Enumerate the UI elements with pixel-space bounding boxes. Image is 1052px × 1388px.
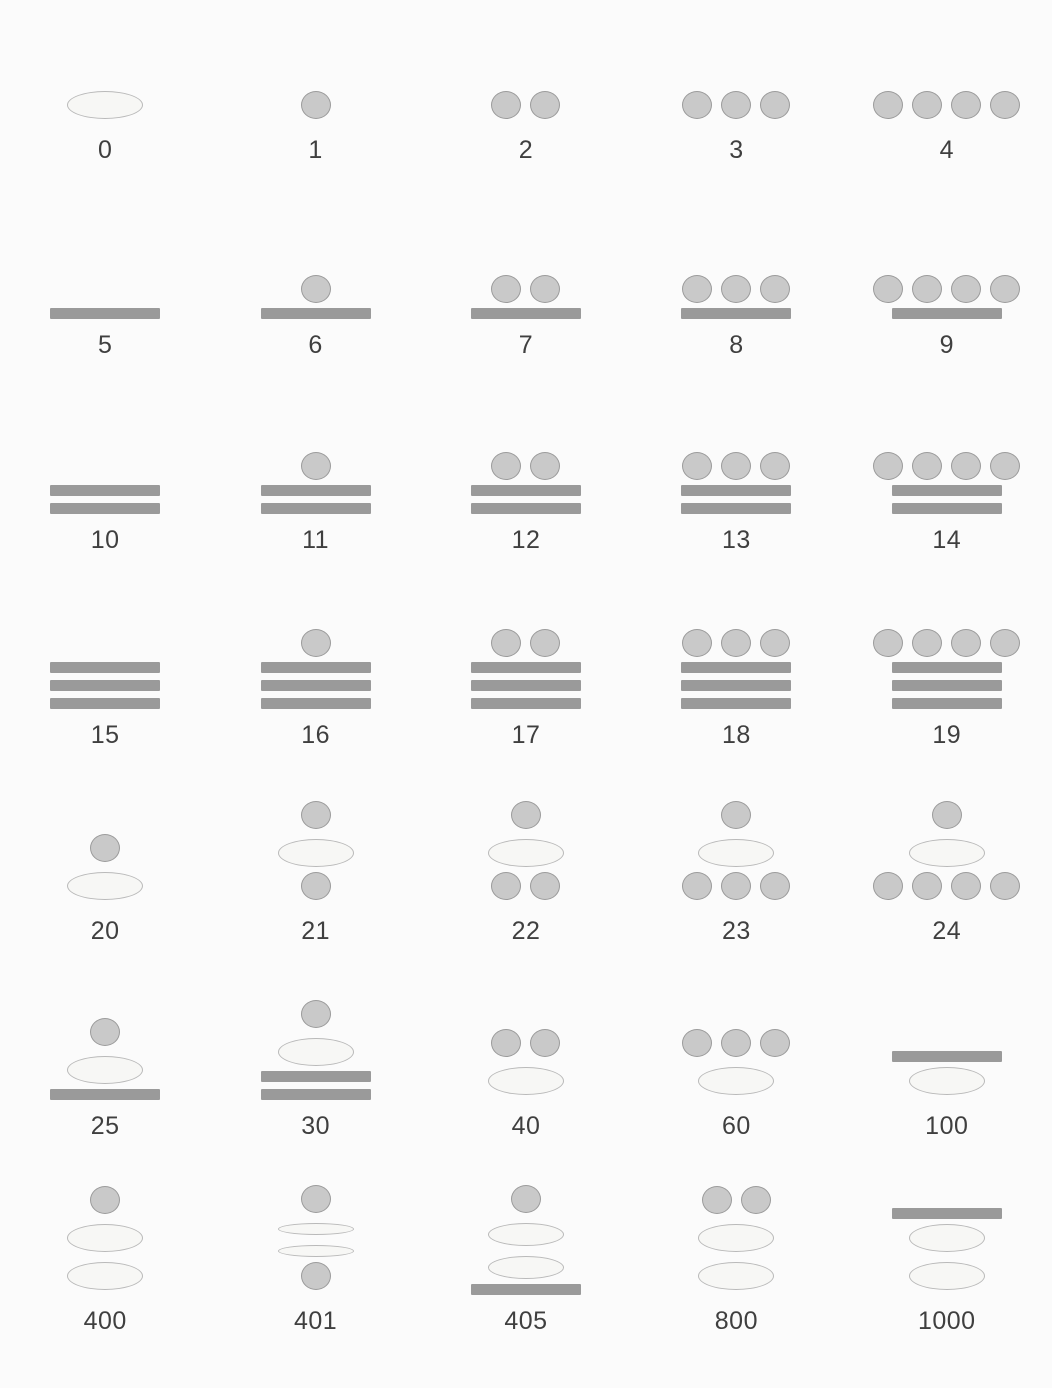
dot-icon	[491, 452, 521, 480]
numeral-label: 16	[301, 721, 330, 750]
dot-icon	[301, 872, 331, 900]
dot-icon	[760, 275, 790, 303]
dot-icon	[301, 452, 331, 480]
numeral-label: 1	[308, 136, 323, 164]
dot-icon	[301, 1262, 331, 1290]
dot-icon	[760, 872, 790, 900]
dot-icon	[530, 1029, 560, 1057]
bar-icon	[471, 503, 581, 514]
bar-icon	[50, 485, 160, 496]
dot-icon	[491, 91, 521, 119]
dot-row	[873, 275, 1020, 303]
numeral-cell	[842, 394, 1052, 589]
numeral-glyph	[681, 209, 791, 321]
bar-icon	[471, 698, 581, 709]
numeral-label: 60	[721, 1111, 751, 1140]
numeral-glyph	[873, 14, 1020, 126]
dot-icon	[932, 801, 962, 829]
shell-icon	[278, 1245, 354, 1257]
dot-icon	[301, 1000, 331, 1028]
numeral-cell	[0, 394, 210, 589]
numeral-label: 20	[90, 916, 120, 945]
dot-icon	[951, 452, 981, 480]
bar-icon	[471, 485, 581, 496]
numeral-cell	[210, 980, 420, 1175]
dot-icon	[530, 91, 560, 119]
shell-icon	[278, 1038, 354, 1066]
bar-icon	[681, 485, 791, 496]
bar-icon	[261, 308, 371, 319]
dot-row	[873, 872, 1020, 900]
dot-row	[491, 91, 560, 119]
dot-icon	[682, 91, 712, 119]
numeral-glyph	[301, 14, 331, 126]
numeral-cell	[631, 1175, 841, 1370]
dot-icon	[760, 629, 790, 657]
numeral-glyph	[471, 599, 581, 711]
numeral-glyph	[682, 990, 790, 1102]
numeral-label: 400	[83, 1306, 127, 1335]
dot-row	[682, 452, 790, 480]
dot-icon	[721, 275, 751, 303]
shell-icon	[909, 1224, 985, 1252]
dot-icon	[682, 275, 712, 303]
numeral-cell	[421, 199, 631, 394]
dot-icon	[990, 91, 1020, 119]
numeral-label: 14	[932, 526, 962, 555]
dot-row	[491, 452, 560, 480]
dot-icon	[682, 872, 712, 900]
numeral-glyph	[278, 1185, 354, 1297]
shell-icon	[698, 1067, 774, 1095]
numeral-cell	[421, 980, 631, 1175]
numeral-cell	[210, 199, 420, 394]
dot-icon	[301, 801, 331, 829]
numeral-glyph	[471, 1185, 581, 1297]
dot-icon	[702, 1186, 732, 1214]
bar-icon	[50, 680, 160, 691]
shell-icon	[278, 839, 354, 867]
bar-icon	[261, 680, 371, 691]
bar-stack	[261, 308, 371, 319]
bar-icon	[50, 503, 160, 514]
shell-icon	[909, 839, 985, 867]
dot-icon	[990, 452, 1020, 480]
dot-icon	[760, 91, 790, 119]
bar-stack	[892, 485, 1002, 514]
shell-icon	[488, 1067, 564, 1095]
dot-icon	[511, 1185, 541, 1213]
bar-stack	[50, 662, 160, 709]
shell-icon	[909, 1067, 985, 1095]
numeral-cell	[0, 199, 210, 394]
shell-icon	[278, 1223, 354, 1235]
bar-icon	[471, 662, 581, 673]
bar-icon	[471, 1284, 581, 1295]
dot-icon	[90, 834, 120, 862]
numeral-label: 25	[90, 1111, 120, 1140]
bar-stack	[892, 1208, 1002, 1219]
dot-icon	[530, 275, 560, 303]
dot-row	[301, 1185, 331, 1213]
numeral-glyph	[873, 404, 1020, 516]
dot-icon	[912, 275, 942, 303]
bar-stack	[681, 308, 791, 319]
numeral-label: 19	[932, 721, 962, 750]
bar-stack	[50, 308, 160, 319]
numeral-cell	[631, 199, 841, 394]
dot-icon	[721, 872, 751, 900]
numeral-glyph	[67, 14, 143, 126]
bar-stack	[50, 485, 160, 514]
shell-icon	[67, 1262, 143, 1290]
numeral-glyph	[67, 795, 143, 907]
numeral-glyph	[698, 1185, 774, 1297]
bar-stack	[50, 1089, 160, 1100]
numeral-label: 401	[293, 1306, 338, 1335]
dot-icon	[301, 1185, 331, 1213]
numeral-cell	[210, 394, 420, 589]
bar-icon	[681, 662, 791, 673]
bar-icon	[892, 485, 1002, 496]
dot-icon	[912, 452, 942, 480]
bar-stack	[892, 308, 1002, 319]
dot-row	[301, 801, 331, 829]
numeral-glyph	[278, 795, 354, 907]
bar-icon	[892, 1051, 1002, 1062]
shell-icon	[488, 839, 564, 867]
dot-icon	[760, 1029, 790, 1057]
dot-icon	[301, 91, 331, 119]
bar-icon	[892, 503, 1002, 514]
dot-row	[301, 275, 331, 303]
shell-icon	[698, 1262, 774, 1290]
numeral-cell	[421, 1175, 631, 1370]
numeral-label: 800	[714, 1306, 758, 1335]
dot-icon	[90, 1186, 120, 1214]
numeral-cell	[631, 980, 841, 1175]
numeral-glyph	[50, 404, 160, 516]
bar-icon	[50, 662, 160, 673]
dot-icon	[990, 275, 1020, 303]
bar-stack	[892, 662, 1002, 709]
dot-icon	[491, 872, 521, 900]
dot-row	[491, 629, 560, 657]
dot-row	[873, 91, 1020, 119]
numeral-label: 5	[97, 331, 113, 360]
bar-icon	[261, 1071, 371, 1082]
dot-row	[301, 452, 331, 480]
numeral-label: 24	[932, 916, 962, 945]
dot-row	[301, 91, 331, 119]
numeral-label: 30	[301, 1111, 330, 1140]
dot-icon	[990, 629, 1020, 657]
dot-row	[682, 275, 790, 303]
dot-icon	[90, 1018, 120, 1046]
dot-icon	[682, 452, 712, 480]
numeral-label: 0	[97, 136, 113, 164]
numeral-cell	[421, 4, 631, 199]
bar-stack	[471, 308, 581, 319]
numeral-glyph	[471, 404, 581, 516]
bar-icon	[261, 485, 371, 496]
dot-icon	[873, 872, 903, 900]
dot-icon	[491, 1029, 521, 1057]
numeral-cell	[631, 589, 841, 784]
shell-icon	[67, 1056, 143, 1084]
dot-row	[90, 1186, 120, 1214]
bar-stack	[261, 662, 371, 709]
bar-icon	[261, 1089, 371, 1100]
dot-icon	[912, 872, 942, 900]
numeral-label: 9	[939, 331, 954, 360]
numeral-label: 15	[90, 721, 120, 750]
numeral-cell	[842, 1175, 1052, 1370]
bar-icon	[261, 698, 371, 709]
dot-row	[491, 1029, 560, 1057]
numeral-cell	[421, 589, 631, 784]
numeral-cell	[0, 4, 210, 199]
shell-icon	[909, 1262, 985, 1290]
numeral-label: 8	[729, 331, 744, 360]
bar-icon	[892, 1208, 1002, 1219]
dot-icon	[721, 801, 751, 829]
dot-icon	[721, 452, 751, 480]
bar-icon	[892, 308, 1002, 319]
bar-icon	[261, 662, 371, 673]
numeral-cell	[210, 4, 420, 199]
numeral-cell	[842, 980, 1052, 1175]
dot-icon	[951, 629, 981, 657]
bar-icon	[681, 698, 791, 709]
dot-row	[682, 629, 790, 657]
numeral-label: 6	[308, 331, 323, 360]
bar-stack	[681, 485, 791, 514]
numeral-label: 12	[511, 526, 541, 555]
shell-icon	[488, 1256, 564, 1279]
shell-icon	[67, 91, 143, 119]
bar-stack	[261, 485, 371, 514]
numeral-cell	[210, 589, 420, 784]
bar-icon	[681, 503, 791, 514]
dot-icon	[301, 629, 331, 657]
bar-stack	[261, 1071, 371, 1100]
dot-icon	[873, 629, 903, 657]
dot-row	[301, 1262, 331, 1290]
dot-row	[682, 91, 790, 119]
dot-row	[90, 834, 120, 862]
dot-icon	[912, 629, 942, 657]
numeral-cell	[421, 394, 631, 589]
bar-icon	[261, 503, 371, 514]
dot-icon	[530, 452, 560, 480]
numeral-glyph	[67, 1185, 143, 1297]
numeral-glyph	[681, 404, 791, 516]
numeral-glyph	[261, 404, 371, 516]
numeral-label: 13	[721, 526, 751, 555]
dot-row	[491, 275, 560, 303]
shell-icon	[698, 839, 774, 867]
numeral-glyph	[488, 990, 564, 1102]
shell-icon	[488, 1223, 564, 1246]
shell-icon	[67, 1224, 143, 1252]
dot-icon	[682, 1029, 712, 1057]
dot-row	[873, 452, 1020, 480]
dot-row	[491, 872, 560, 900]
bar-icon	[50, 698, 160, 709]
numeral-label: 18	[721, 721, 751, 750]
numeral-glyph	[682, 795, 790, 907]
numeral-label: 11	[302, 526, 330, 555]
numeral-cell	[631, 394, 841, 589]
dot-icon	[912, 91, 942, 119]
numeral-glyph	[50, 209, 160, 321]
dot-icon	[721, 91, 751, 119]
numeral-label: 22	[511, 916, 541, 945]
bar-stack	[471, 485, 581, 514]
dot-row	[301, 1000, 331, 1028]
dot-row	[702, 1186, 771, 1214]
bar-icon	[892, 680, 1002, 691]
numeral-cell	[210, 1175, 420, 1370]
numeral-cell	[210, 785, 420, 980]
numeral-label: 10	[90, 526, 120, 555]
bar-icon	[50, 308, 160, 319]
numeral-cell	[631, 785, 841, 980]
numeral-label: 2	[518, 136, 534, 164]
numeral-cell	[842, 199, 1052, 394]
numeral-glyph	[471, 209, 581, 321]
numeral-label: 7	[518, 331, 534, 360]
bar-stack	[471, 662, 581, 709]
numeral-label: 3	[729, 136, 744, 164]
numeral-label: 17	[511, 721, 541, 750]
numeral-glyph	[873, 599, 1020, 711]
bar-icon	[471, 308, 581, 319]
numeral-label: 40	[511, 1111, 541, 1140]
dot-icon	[990, 872, 1020, 900]
dot-icon	[741, 1186, 771, 1214]
numeral-glyph	[892, 1185, 1002, 1297]
numeral-glyph	[682, 14, 790, 126]
dot-icon	[873, 275, 903, 303]
dot-icon	[721, 1029, 751, 1057]
numeral-glyph	[892, 990, 1002, 1102]
numeral-cell	[0, 1175, 210, 1370]
numeral-label: 1000	[917, 1306, 976, 1335]
dot-icon	[511, 801, 541, 829]
numeral-glyph	[491, 14, 560, 126]
numeral-label: 4	[939, 136, 954, 164]
numeral-cell	[0, 980, 210, 1175]
bar-icon	[892, 698, 1002, 709]
dot-row	[682, 1029, 790, 1057]
numeral-glyph	[261, 209, 371, 321]
dot-row	[301, 872, 331, 900]
bar-stack	[471, 1284, 581, 1295]
numeral-glyph	[488, 795, 564, 907]
dot-icon	[951, 275, 981, 303]
bar-stack	[681, 662, 791, 709]
dot-row	[721, 801, 751, 829]
bar-icon	[50, 1089, 160, 1100]
numeral-glyph	[50, 990, 160, 1102]
bar-icon	[892, 662, 1002, 673]
dot-row	[873, 629, 1020, 657]
numeral-glyph	[873, 795, 1020, 907]
dot-icon	[491, 275, 521, 303]
dot-icon	[491, 629, 521, 657]
dot-row	[90, 1018, 120, 1046]
dot-icon	[873, 91, 903, 119]
numeral-cell	[631, 4, 841, 199]
numeral-glyph	[50, 599, 160, 711]
dot-row	[932, 801, 962, 829]
dot-icon	[873, 452, 903, 480]
bar-icon	[681, 308, 791, 319]
dot-row	[301, 629, 331, 657]
numeral-glyph	[873, 209, 1020, 321]
dot-icon	[301, 275, 331, 303]
numeral-glyph	[261, 599, 371, 711]
dot-row	[511, 801, 541, 829]
shell-icon	[67, 872, 143, 900]
numeral-cell	[842, 785, 1052, 980]
bar-stack	[892, 1051, 1002, 1062]
numeral-label: 100	[925, 1111, 969, 1140]
dot-row	[682, 872, 790, 900]
numeral-label: 21	[301, 916, 330, 945]
dot-row	[511, 1185, 541, 1213]
dot-icon	[760, 452, 790, 480]
shell-icon	[698, 1224, 774, 1252]
dot-icon	[951, 872, 981, 900]
numeral-cell	[842, 589, 1052, 784]
dot-icon	[951, 91, 981, 119]
numeral-glyph	[681, 599, 791, 711]
dot-icon	[530, 629, 560, 657]
numeral-glyph	[261, 990, 371, 1102]
dot-icon	[721, 629, 751, 657]
numeral-cell	[842, 4, 1052, 199]
numeral-cell	[0, 785, 210, 980]
numeral-label: 405	[504, 1306, 548, 1335]
numeral-label: 23	[721, 916, 751, 945]
dot-icon	[530, 872, 560, 900]
bar-icon	[471, 680, 581, 691]
bar-icon	[681, 680, 791, 691]
numeral-cell	[421, 785, 631, 980]
dot-icon	[682, 629, 712, 657]
numeral-cell	[0, 589, 210, 784]
